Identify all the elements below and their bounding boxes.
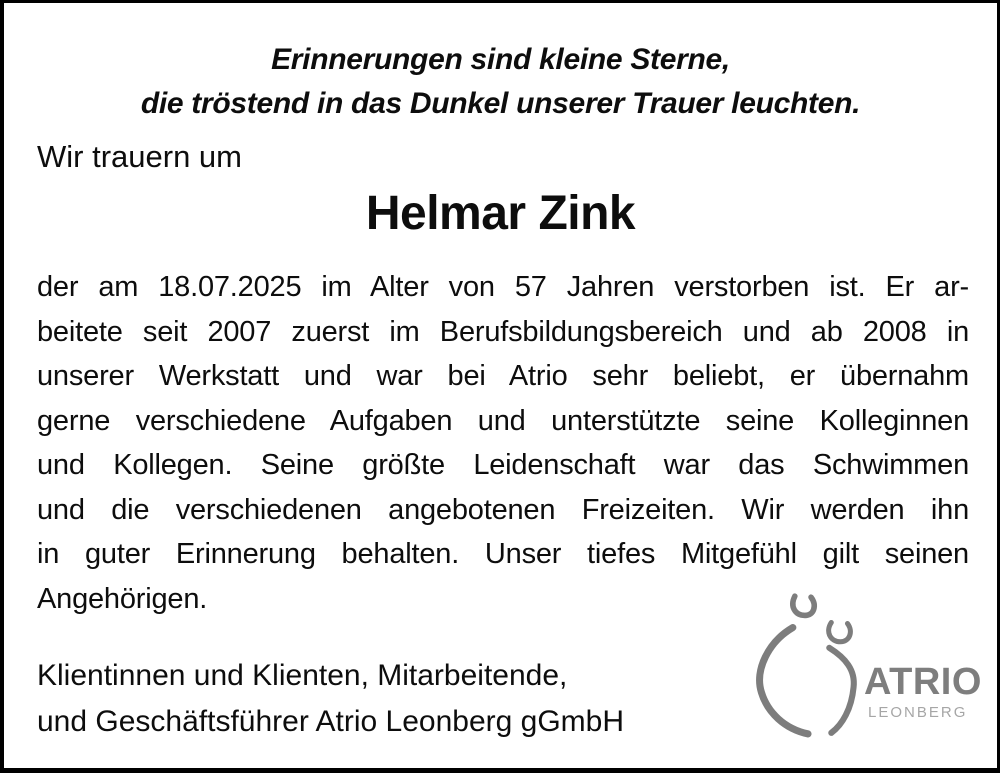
logo-sub-text: LEONBERG	[868, 704, 968, 721]
logo-brand-text: ATRIO	[864, 661, 982, 703]
atrio-logo	[752, 581, 1000, 751]
signature-line-1: Klientinnen und Klienten, Mitarbeitende,	[37, 659, 568, 692]
logo-figures-icon	[752, 581, 864, 743]
quote-line-1: Erinnerungen sind kleine Sterne,	[271, 43, 730, 76]
signature-line-2: und Geschäftsführer Atrio Leonberg gGmbH	[37, 705, 624, 738]
signature-block	[37, 653, 624, 745]
deceased-name: Helmar Zink	[365, 187, 636, 240]
body-line: gerne verschiedene Aufgaben und unterstützte seine Kolleginnen	[37, 404, 969, 437]
body-line: beitete seit 2007 zuerst im Berufsbildungsbereich und ab 2008 in	[37, 315, 969, 348]
body-line: der am 18.07.2025 im Alter von 57 Jahren verstorben ist. Er ar-	[37, 271, 969, 303]
body-line: und die verschiedenen angebotenen Freizeiten. Wir werden ihn	[37, 493, 969, 526]
obituary-body	[37, 265, 969, 621]
body-line: und Kollegen. Seine größte Leidenschaft war das Schwimmen	[37, 449, 969, 481]
body-line: Angehörigen.	[37, 582, 208, 615]
quote-line-2: die tröstend in das Dunkel unserer Trauer leuchten.	[140, 87, 861, 120]
body-line: unserer Werkstatt und war bei Atrio sehr beliebt, er übernahm	[37, 360, 969, 392]
body-line: in guter Erinnerung behalten. Unser tiefes Mitgefühl gilt seinen	[37, 538, 969, 570]
intro-text: Wir trauern um	[37, 139, 242, 174]
